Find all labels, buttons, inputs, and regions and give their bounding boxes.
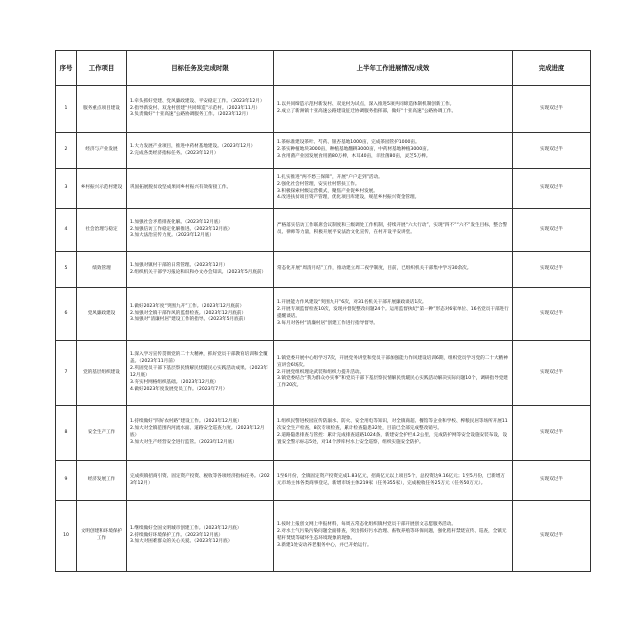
progress-line: 3.每月对各村“清廉村居”创建工作进行指导督导。 xyxy=(277,320,379,326)
row-number-cell: 8 xyxy=(56,406,77,461)
status-cell: 实现双过半 xyxy=(513,86,591,133)
progress-line: 3.新建1处安动养老服务中心，并已开始运行。 xyxy=(277,542,372,548)
target-cell xyxy=(127,86,274,133)
target-cell xyxy=(127,133,274,169)
work-item-cell: 党风廉政建设 xyxy=(77,288,127,341)
progress-cell xyxy=(274,341,513,406)
status-cell: 实现双过半 xyxy=(513,501,591,572)
target-line: 1.大力发展产业项目，推进中药材基地建设。（2023年12月） xyxy=(130,143,256,149)
target-line: 3.负责做好“十亚高速”公路协调服务工作。（2023年12月） xyxy=(130,112,251,118)
target-cell xyxy=(127,501,274,572)
target-cell xyxy=(127,341,274,406)
status-cell: 实现双过半 xyxy=(513,169,591,209)
status-cell: 实现双过半 xyxy=(513,209,591,252)
work-item-cell: 党的基层组织建设 xyxy=(77,341,127,406)
progress-line: 2.开展党组织理论武装和组织力提升活动。 xyxy=(277,369,365,375)
progress-cell xyxy=(274,252,513,288)
progress-line: 1.开展能力作风建设“突围九开”6次，对31名机关干部开展廉政谈话1次。 xyxy=(277,300,427,306)
progress-cell xyxy=(274,169,513,209)
header-item: 工作项目 xyxy=(77,51,127,86)
progress-cell xyxy=(274,461,513,501)
row-number-cell: 5 xyxy=(56,252,77,288)
target-line: 3.加强对“清廉村居”建设工作的指导。（2023年5月底前） xyxy=(130,317,248,323)
row-number-cell: 1 xyxy=(56,86,77,133)
progress-line: 1.按时上报创文网上申报材料，每周五常态化组织镇村党员干部开展创文志愿服务活动。 xyxy=(277,522,456,528)
progress-line: 3.食用菌产业园发展食用菌80万棒，木耳40亩，羊肚菌80亩，灵芝5万棒。 xyxy=(277,153,431,159)
row-number-cell: 10 xyxy=(56,501,77,572)
target-line: 完成疾镇招商引资、固定资产投资、税收等各项经济指标任务。（2023年12月） xyxy=(130,473,270,486)
target-line: 3.加大法治宣传力度。（2023年12月底） xyxy=(130,233,214,239)
progress-line: 3.镇党委结合“我为群众办实事”和党员干部下基层察民情解民忧暖民心实践活动解决实际问题10个，调研指导党建工作20次。 xyxy=(277,376,508,389)
status-cell: 实现双过半 xyxy=(513,133,591,169)
work-item-cell: 安全生产工作 xyxy=(77,406,127,461)
progress-line: 2.对水土气污染污染问题全面排查，突出抓好污水治理、畜牧养殖等环保问题，强化秸秆禁烧宣传、巡查，全镇无秸秆焚烧等破坏生态环境现象的现象。 xyxy=(277,529,507,541)
target-line: 2.加大对全镇范围内河流水面、道路安全巡查力度。（2023年12月底） xyxy=(130,426,265,438)
work-item-cell: 乡村振兴示范村建设 xyxy=(77,169,127,209)
progress-line: 1.组织民警进校园宣传防溺水、防火、安全用电等知识，对全镇商超、餐馆等企业和学校、榨粮民居等场所开展11次安全生产检查，8次专项检查，累计检查隐患32处，目前已全部完成整改销号。 xyxy=(277,419,508,432)
table-body xyxy=(56,86,591,572)
progress-line: 1.扎实推进“两不愁三保障”，开展“户户走到”活动。 xyxy=(277,174,383,180)
status-cell: 实现双过半 xyxy=(513,252,591,288)
header-no: 序号 xyxy=(56,51,77,86)
progress-line: 1.镇党委开展中心组学习7次，开展党务讲堂和党员干部加强能力作风建设培训6期，组织党员学习党的二十大精神宣讲会6场次。 xyxy=(277,355,508,368)
target-line: 2.完成各类经济指标任务。（2023年12月） xyxy=(130,150,219,156)
progress-line: 1至6月份，全镇固定资产投资完成1.83亿元，招商亿元以上项目5个，总投资达9.16亿元；1至5月份，已新增万元市场主体各类商事登记，新增市场主体219家（任务355家），完成税收任务25万元（任务50万元）。 xyxy=(277,473,506,486)
target-cell xyxy=(127,461,274,501)
status-cell: 实现双过半 xyxy=(513,461,591,501)
row-number-cell: 2 xyxy=(56,133,77,169)
target-line: 2.指导新发村、双龙村创建“共同缔造”示范村。（2023年11月） xyxy=(130,105,261,111)
target-line: 1.加强社会矛盾排查化解。（2023年12月底） xyxy=(130,219,224,225)
progress-line: 4.改进扶贫项目资产管理，优化项目库建设，规范乡村振兴资金管理。 xyxy=(277,195,420,201)
progress-cell xyxy=(274,288,513,341)
work-item-cell: 社会治理与稳定 xyxy=(77,209,127,252)
header-target: 目标任务及完成时限 xyxy=(127,51,274,86)
work-item-cell: 经济发展工作 xyxy=(77,461,127,501)
work-item-cell: 服务重点项目建设 xyxy=(77,86,127,133)
progress-cell xyxy=(274,406,513,461)
header-status: 完成进度 xyxy=(513,51,591,86)
target-line: 1.持续做好“四好农村路”建设工作。（2023年12月底） xyxy=(130,419,242,425)
work-item-cell: 经济与产业发展 xyxy=(77,133,127,169)
table-row xyxy=(56,461,591,501)
target-cell xyxy=(127,288,274,341)
status-cell: 实现双过半 xyxy=(513,406,591,461)
target-line: 2.加强信访工作稳定化解推进。（2023年12月底） xyxy=(130,226,233,232)
progress-line: 2.开展专项监督检查10次，发现并督促整改问题24个。运用监督执纪“第一种”形态对6家单位、16名党员干部进行提醒谈话。 xyxy=(277,307,509,319)
table-row xyxy=(56,252,591,288)
table-row xyxy=(56,133,591,169)
row-number-cell: 3 xyxy=(56,169,77,209)
table-row xyxy=(56,169,591,209)
target-line: 2.组织机关干部学习报论和识和办文办会知识。（2023年5月底前） xyxy=(130,269,267,275)
table-row xyxy=(56,288,591,341)
table-header-row xyxy=(56,51,591,86)
target-cell xyxy=(127,209,274,252)
progress-line: 1.以共同缔造示范村新发村、双龙村为试点，深入推进5项共同缔造体制机制创新工作。 xyxy=(277,102,455,108)
target-cell xyxy=(127,406,274,461)
target-line: 巩固拓展脱贫攻坚成果同乡村振兴有效衔接工作。 xyxy=(130,185,232,191)
row-number-cell: 4 xyxy=(56,209,77,252)
table-row xyxy=(56,501,591,572)
progress-line: 3.积极探索村级运营模式，聚焦产业促乡村发展。 xyxy=(277,188,378,194)
row-number-cell: 7 xyxy=(56,341,77,406)
table-row xyxy=(56,406,591,461)
table-row xyxy=(56,86,591,133)
progress-line: 2.茶实种植地块3000亩，种植基地翻耕3000亩，中药材基地种植3000亩。 xyxy=(277,147,432,153)
row-number-cell: 9 xyxy=(56,461,77,501)
progress-line: 严格落实信访工作联席会议制度和三级调处工作机制，持续开展“六大行动”，实现“四不”“六不”发生目标，整合警员、律师等力量，积极开展平安法治文化宣传，在村开设平安讲堂。 xyxy=(277,223,508,235)
progress-cell xyxy=(274,209,513,252)
work-item-cell: 文明创建和环境保护工作 xyxy=(77,501,127,572)
target-line: 2.持续做好环境保护工作。（2023年12月底） xyxy=(130,532,224,538)
target-line: 3.加大对生产经营安全进行监管。（2023年12月底） xyxy=(130,439,237,445)
target-line: 3.夯实村网格组织基础。（2023年12月底） xyxy=(130,379,219,385)
target-line: 1.继续做好全国文明城市创建工作。（2023年12月底） xyxy=(130,525,242,531)
table-row xyxy=(56,341,591,406)
header-progress: 上半年工作进展情况/成效 xyxy=(274,51,513,86)
target-line: 1.深入学习宣传贯彻党的二十大精神，抓好党员干部教育培训和全覆盖。（2023年11月前） xyxy=(130,352,268,365)
progress-line: 常态化开展“周清月结”工作，推动建立周二夜学制度，目前，已组织机关干部集中学习30余次。 xyxy=(277,266,472,272)
target-line: 4.做好2023年度发展党员工作。（2023年7月） xyxy=(130,386,228,392)
target-cell xyxy=(127,169,274,209)
target-line: 2.巩固党员干部下基层察民情解民忧暖民心实践活动成果。（2023年12月底） xyxy=(130,366,268,378)
target-line: 1.加强对镇村干部的日常管理。（2023年12月） xyxy=(130,262,228,268)
target-line: 2.加强对全镇干部作风的监督检查。（2023年12月底前） xyxy=(130,310,247,316)
progress-line: 2.成立了新洲镇十亚高速公路建设征迁协调服务指挥部，做好“十亚高速”公路协调工作。 xyxy=(277,109,457,114)
progress-line: 2.道路隐患排查与管控：累计完成排查道路1024条，新建安全护栏4.2公里，完成防护网等安全设施安装布设，设置安全警示标志5处，对14个涉库村水上安全巡察，组织实施安全防护。 xyxy=(277,433,508,445)
row-number-cell: 6 xyxy=(56,288,77,341)
work-item-cell: 绩效管理 xyxy=(77,252,127,288)
target-line: 1.牵头抓好党建、党风廉政建设、平安稳定工作。（2023年12月） xyxy=(130,98,265,104)
progress-line: 2.强化社会村管理，安实社村帮扶工作。 xyxy=(277,181,360,187)
status-cell: 实现双过半 xyxy=(513,341,591,406)
target-line: 3.加大对困难群众的关心关爱。（2023年12月底） xyxy=(130,539,233,545)
table-row xyxy=(56,209,591,252)
progress-line: 1.茶标准建设茶叶、芍药、银杏基地1000亩，完成茶园管护1000亩。 xyxy=(277,140,420,146)
status-cell: 实现双过半 xyxy=(513,288,591,341)
target-line: 1.做好2023年度“突围九开”工作。（2023年12月底前） xyxy=(130,303,245,309)
progress-cell xyxy=(274,86,513,133)
progress-cell xyxy=(274,501,513,572)
progress-cell xyxy=(274,133,513,169)
target-cell xyxy=(127,252,274,288)
work-plan-table xyxy=(55,50,591,572)
